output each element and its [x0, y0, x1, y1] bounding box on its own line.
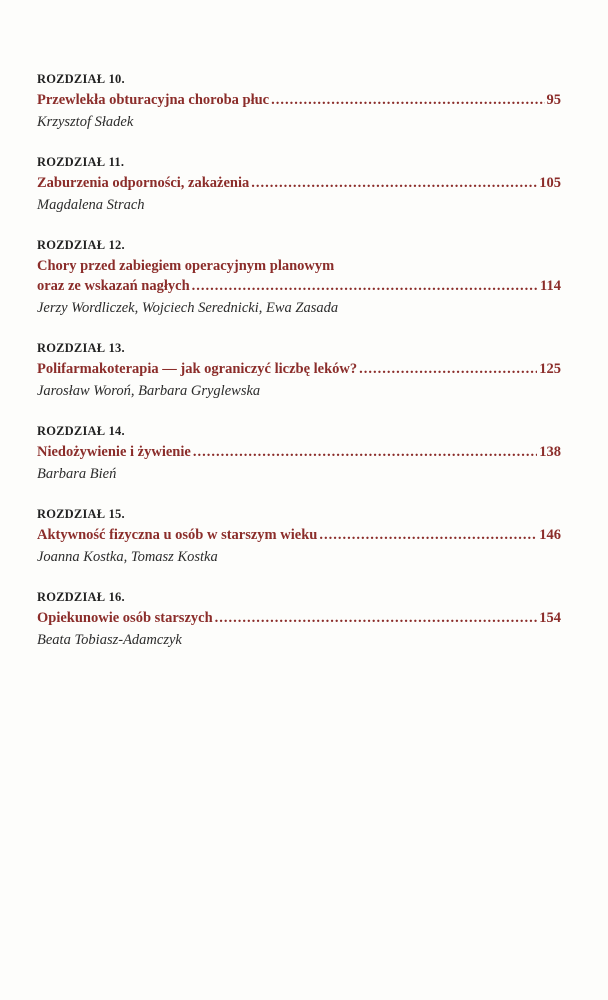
chapter-authors: Barbara Bień — [37, 466, 117, 482]
toc-entry-chapter-12 — [37, 236, 561, 318]
page-number: 95 — [546, 92, 561, 108]
chapter-title: Zaburzenia odporności, zakażenia — [37, 175, 250, 191]
dot-leader — [359, 359, 537, 379]
chapter-label: ROZDZIAŁ 15. — [37, 507, 125, 521]
chapter-label: ROZDZIAŁ 13. — [37, 341, 125, 355]
toc-entry-chapter-14 — [37, 422, 561, 484]
dot-leader — [192, 276, 538, 296]
chapter-title: Przewlekła obturacyjna choroba płuc — [37, 92, 270, 108]
page-number: 146 — [539, 527, 561, 543]
table-of-contents — [37, 70, 561, 671]
chapter-title: Aktywność fizyczna u osób w starszym wieku — [37, 527, 318, 543]
chapter-label: ROZDZIAŁ 16. — [37, 590, 125, 604]
chapter-title-link[interactable] — [37, 442, 561, 462]
chapter-title-link[interactable] — [37, 525, 561, 545]
toc-entry-chapter-15 — [37, 505, 561, 567]
chapter-title-link[interactable] — [37, 90, 561, 110]
toc-entry-chapter-16 — [37, 588, 561, 650]
page-number: 105 — [539, 175, 561, 191]
toc-entry-chapter-13 — [37, 339, 561, 401]
dot-leader — [319, 525, 537, 545]
chapter-title-link[interactable] — [37, 173, 561, 193]
page-number: 138 — [539, 444, 561, 460]
page-number: 154 — [539, 610, 561, 626]
chapter-label: ROZDZIAŁ 11. — [37, 155, 125, 169]
chapter-label: ROZDZIAŁ 14. — [37, 424, 125, 438]
chapter-authors: Krzysztof Sładek — [37, 114, 134, 130]
chapter-authors: Joanna Kostka, Tomasz Kostka — [37, 549, 218, 565]
dot-leader — [193, 442, 537, 462]
chapter-authors: Jarosław Woroń, Barbara Gryglewska — [37, 383, 261, 399]
chapter-title-link[interactable] — [37, 276, 561, 296]
chapter-label: ROZDZIAŁ 12. — [37, 238, 125, 252]
chapter-label: ROZDZIAŁ 10. — [37, 72, 125, 86]
chapter-title: Opiekunowie osób starszych — [37, 610, 213, 626]
toc-entry-chapter-11 — [37, 153, 561, 215]
toc-entry-chapter-10 — [37, 70, 561, 132]
dot-leader — [271, 90, 544, 110]
page-number: 125 — [539, 361, 561, 377]
chapter-title: oraz ze wskazań nagłych — [37, 278, 190, 294]
chapter-authors: Jerzy Wordliczek, Wojciech Serednicki, Ewa Zasada — [37, 300, 339, 316]
page-number: 114 — [540, 278, 561, 294]
dot-leader — [215, 608, 538, 628]
chapter-authors: Magdalena Strach — [37, 197, 145, 213]
chapter-title: Niedożywienie i żywienie — [37, 444, 191, 460]
chapter-title-link[interactable] — [37, 608, 561, 628]
chapter-title-first-line[interactable]: Chory przed zabiegiem operacyjnym planowym — [37, 258, 335, 274]
chapter-title: Polifarmakoterapia — jak ograniczyć liczbę leków? — [37, 361, 358, 377]
chapter-authors: Beata Tobiasz-Adamczyk — [37, 632, 182, 648]
chapter-title-link[interactable] — [37, 359, 561, 379]
dot-leader — [251, 173, 537, 193]
